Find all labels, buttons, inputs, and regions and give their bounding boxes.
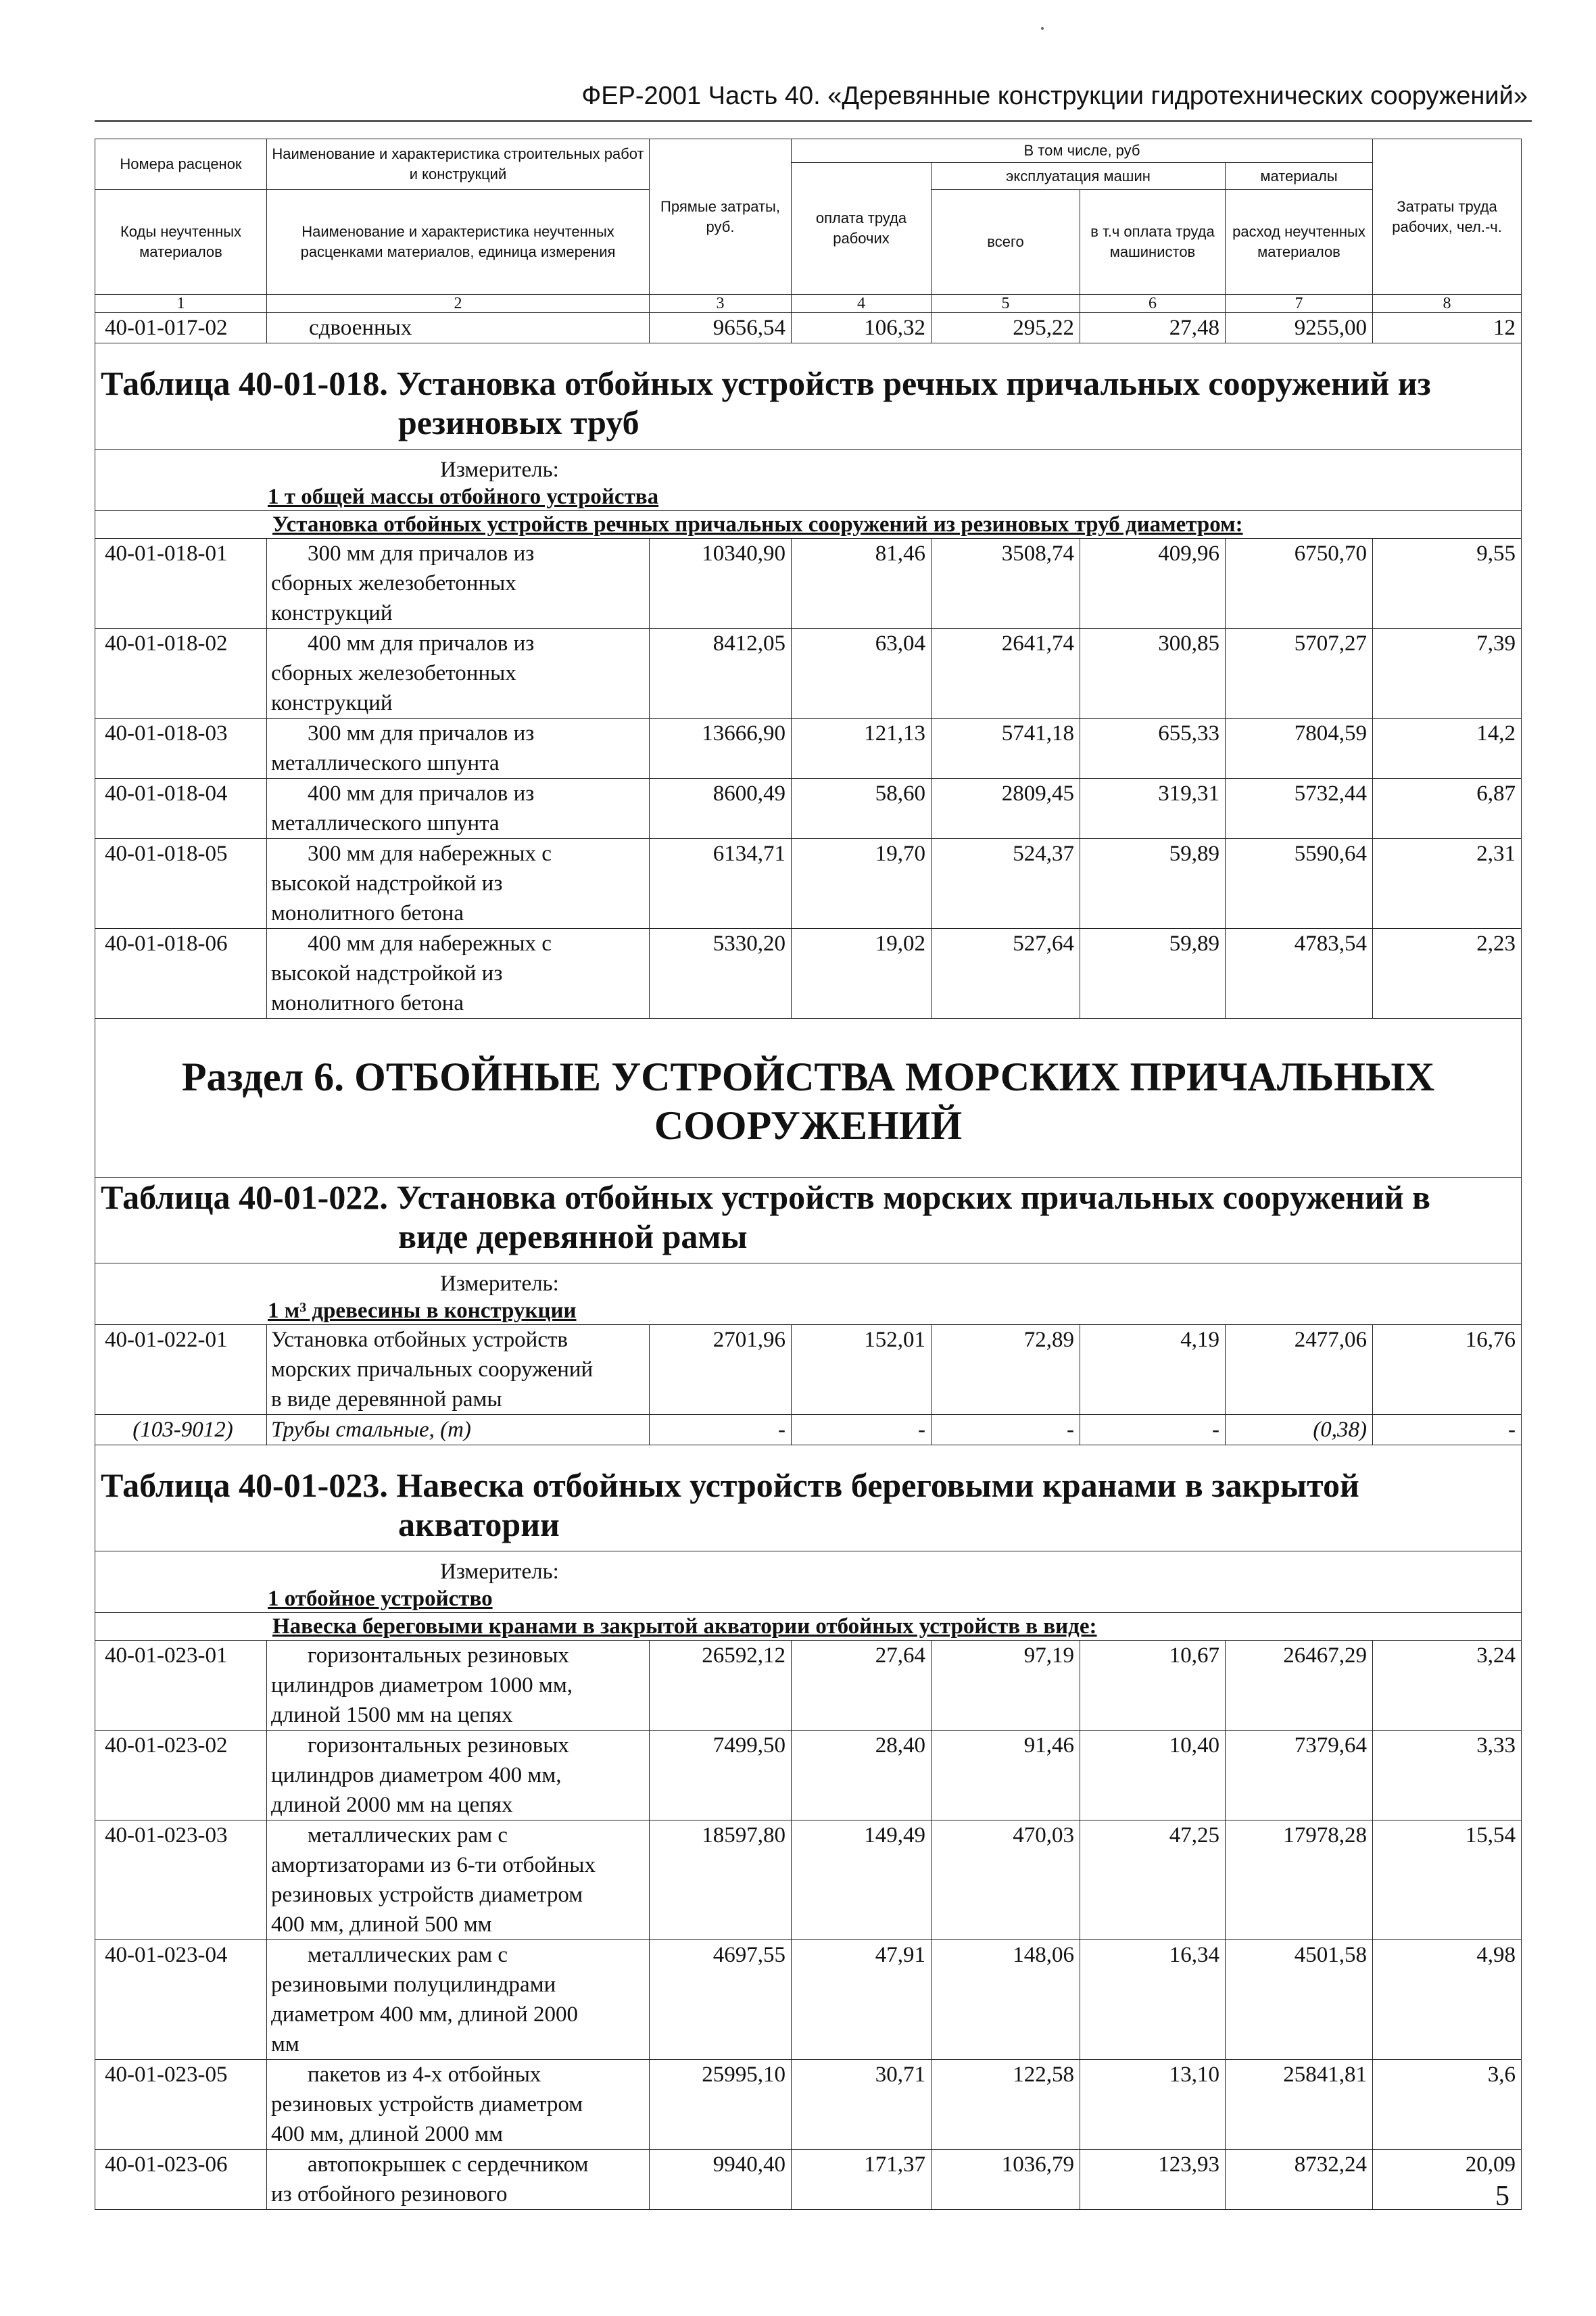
materials: 9255,00 [1226, 313, 1373, 343]
rate-name-line: морских причальных сооружений [271, 1357, 594, 1382]
rate-name-line: 300 мм для набережных с [308, 842, 552, 866]
labor: 6,87 [1373, 779, 1522, 839]
labor: - [1373, 1415, 1522, 1445]
table-row [95, 539, 1522, 629]
table-row [95, 779, 1522, 839]
machines-total: 91,46 [932, 1731, 1080, 1820]
machines-wage: 319,31 [1080, 779, 1226, 839]
table-022-meter [95, 1263, 1522, 1325]
col-8-header: Затраты труда рабочих, чел.-ч. [1373, 139, 1522, 295]
meter-value: 1 отбойное устройство [268, 1587, 493, 1611]
rate-code: 40-01-018-04 [95, 779, 267, 839]
material-name: Трубы стальные, (т) [267, 1415, 650, 1445]
table-row [95, 929, 1522, 1019]
table-row [95, 1641, 1522, 1731]
rate-name-line: резиновых устройств диаметром [271, 1883, 583, 1907]
wage: 30,71 [792, 2060, 932, 2150]
section-6-heading-cell [95, 1019, 1522, 1178]
table-022-title-line-1: Таблица 40-01-022. Установка отбойных устройств морских причальных сооружений в [101, 1178, 1431, 1216]
rate-code: 40-01-023-02 [95, 1731, 267, 1820]
wage: 27,64 [792, 1641, 932, 1731]
rate-name-line: 400 мм для причалов из [308, 631, 535, 656]
labor: 9,55 [1373, 539, 1522, 629]
materials: (0,38) [1226, 1415, 1373, 1445]
rate-name-line: высокой надстройкой из [271, 961, 503, 986]
direct-cost: 18597,80 [650, 1820, 792, 1940]
rate-name-line: Установка отбойных устройств [271, 1328, 568, 1352]
rate-name [267, 2060, 650, 2150]
rate-name-line: цилиндров диаметром 1000 мм, [271, 1673, 573, 1697]
direct-cost: 10340,90 [650, 539, 792, 629]
table-row [95, 2060, 1522, 2150]
rate-name-line: 300 мм для причалов из [308, 721, 535, 746]
table-022-title [95, 1178, 1522, 1263]
rate-name-line: монолитного бетона [271, 991, 464, 1015]
machines-total: 524,37 [932, 839, 1080, 929]
machines-total: 148,06 [932, 1940, 1080, 2060]
rate-name-line: резиновых устройств диаметром [271, 2092, 583, 2117]
col-7-header: расход неучтенных материалов [1226, 190, 1373, 295]
wage: 19,02 [792, 929, 932, 1019]
labor: 15,54 [1373, 1820, 1522, 1940]
table-022-meter-cell [95, 1263, 1522, 1325]
wage: 171,37 [792, 2150, 932, 2210]
table-018-meter [95, 450, 1522, 511]
table-row [95, 1731, 1522, 1820]
materials-header: материалы [1226, 163, 1373, 190]
labor: 20,09 [1373, 2150, 1522, 2210]
machines-total: - [932, 1415, 1080, 1445]
labor: 3,24 [1373, 1641, 1522, 1731]
rate-name-line: амортизаторами из 6-ти отбойных [271, 1853, 596, 1877]
rate-name [267, 1820, 650, 1940]
rate-name-line: из отбойного резинового [271, 2182, 508, 2206]
machines-header: эксплуатация машин [932, 163, 1226, 190]
table-018-title-line-1: Таблица 40-01-018. Установка отбойных устройств речных причальных сооружений из [101, 364, 1431, 402]
col-6-header: в т.ч оплата труда машинистов [1080, 190, 1226, 295]
rate-name-line: мм [271, 2032, 299, 2056]
meter-label: Измеритель: [440, 1272, 559, 1296]
wage: 58,60 [792, 779, 932, 839]
table-row [95, 1325, 1522, 1415]
rate-code: 40-01-023-01 [95, 1641, 267, 1731]
rate-name [267, 719, 650, 779]
direct-cost: 9656,54 [650, 313, 792, 343]
materials: 7379,64 [1226, 1731, 1373, 1820]
labor: 14,2 [1373, 719, 1522, 779]
rate-code: 40-01-023-04 [95, 1940, 267, 2060]
materials: 6750,70 [1226, 539, 1373, 629]
direct-cost: 6134,71 [650, 839, 792, 929]
table-018-title-cell [95, 343, 1522, 450]
table-023-subhead-cell: Навеска береговыми кранами в закрытой акватории отбойных устройств в виде: [95, 1613, 1522, 1641]
column-numbers-row [95, 295, 1522, 313]
machines-total: 122,58 [932, 2060, 1080, 2150]
machines-wage: 47,25 [1080, 1820, 1226, 1940]
rate-name-line: длиной 1500 мм на цепях [271, 1703, 513, 1727]
rate-name [267, 629, 650, 719]
rate-name-line: сборных железобетонных [271, 571, 516, 596]
header-row-1 [95, 139, 1522, 163]
col-2-top: Наименование и характеристика строительных работ и конструкций [267, 139, 650, 190]
rate-name-line: 400 мм для набережных с [308, 932, 552, 956]
materials: 4783,54 [1226, 929, 1373, 1019]
rate-name-line: металлического шпунта [271, 811, 500, 836]
wage: - [792, 1415, 932, 1445]
group-header: В том числе, руб [792, 139, 1373, 163]
section-6-line-1: Раздел 6. ОТБОЙНЫЕ УСТРОЙСТВА МОРСКИХ ПРИЧАЛЬНЫХ [181, 1055, 1435, 1099]
rate-name-line: цилиндров диаметром 400 мм, [271, 1763, 562, 1787]
wage: 63,04 [792, 629, 932, 719]
rate-code: 40-01-018-06 [95, 929, 267, 1019]
machines-total: 470,03 [932, 1820, 1080, 1940]
wage: 152,01 [792, 1325, 932, 1415]
machines-wage: 409,96 [1080, 539, 1226, 629]
rate-name-line: длиной 2000 мм на цепях [271, 1793, 513, 1817]
material-code: (103-9012) [95, 1415, 267, 1445]
meter-value: 1 м³ древесины в конструкции [268, 1299, 577, 1323]
machines-wage: 300,85 [1080, 629, 1226, 719]
section-6-heading [95, 1019, 1522, 1178]
rate-name-line: 400 мм для причалов из [308, 781, 535, 806]
materials: 25841,81 [1226, 2060, 1373, 2150]
rate-name [267, 1731, 650, 1820]
labor: 16,76 [1373, 1325, 1522, 1415]
rate-name-line: 400 мм, длиной 500 мм [271, 1912, 492, 1937]
page-number: 5 [1495, 2181, 1509, 2212]
rate-name [267, 539, 650, 629]
rate-name [267, 1325, 650, 1415]
direct-cost: 26592,12 [650, 1641, 792, 1731]
machines-total: 97,19 [932, 1641, 1080, 1731]
table-row [95, 1940, 1522, 2060]
rate-name-line: монолитного бетона [271, 901, 464, 925]
materials: 26467,29 [1226, 1641, 1373, 1731]
rate-name-line: горизонтальных резиновых [308, 1733, 569, 1758]
rate-code: 40-01-023-03 [95, 1820, 267, 1940]
direct-cost: 9940,40 [650, 2150, 792, 2210]
table-row [95, 1820, 1522, 1940]
rate-name-line: высокой надстройкой из [271, 871, 503, 896]
col-5-header: всего [932, 190, 1080, 295]
rate-name-line: 300 мм для причалов из [308, 541, 535, 566]
rate-code: 40-01-018-05 [95, 839, 267, 929]
direct-cost: 8412,05 [650, 629, 792, 719]
direct-cost: - [650, 1415, 792, 1445]
wage: 47,91 [792, 1940, 932, 2060]
direct-cost: 2701,96 [650, 1325, 792, 1415]
machines-wage: 16,34 [1080, 1940, 1226, 2060]
rate-name-line: диаметром 400 мм, длиной 2000 [271, 2002, 578, 2027]
rate-code: 40-01-018-02 [95, 629, 267, 719]
table-row [95, 839, 1522, 929]
labor: 3,6 [1373, 2060, 1522, 2150]
rate-name-line: сборных железобетонных [271, 661, 516, 685]
section-6-line-2: СООРУЖЕНИЙ [654, 1103, 963, 1148]
table-018-subhead [95, 511, 1522, 539]
rate-name-line: автопокрышек с сердечником [308, 2152, 589, 2177]
materials: 5590,64 [1226, 839, 1373, 929]
rate-name-line: металлических рам с [308, 1823, 508, 1848]
page-header-title: ФЕР-2001 Часть 40. «Деревянные конструкции гидротехнических сооружений» [581, 82, 1528, 110]
table-row [95, 313, 1522, 343]
rates-table [95, 139, 1522, 2210]
page-header [95, 76, 1532, 122]
colnum-6: 6 [1080, 295, 1226, 313]
machines-wage: 59,89 [1080, 839, 1226, 929]
wage: 28,40 [792, 1731, 932, 1820]
rate-name [267, 1641, 650, 1731]
labor: 3,33 [1373, 1731, 1522, 1820]
materials: 5732,44 [1226, 779, 1373, 839]
machines-total: 72,89 [932, 1325, 1080, 1415]
labor: 7,39 [1373, 629, 1522, 719]
rate-name-line: резиновыми полуцилиндрами [271, 1973, 556, 1997]
rate-name-line: 400 мм, длиной 2000 мм [271, 2122, 504, 2146]
rate-name [267, 1940, 650, 2060]
rate-name [267, 929, 650, 1019]
materials: 8732,24 [1226, 2150, 1373, 2210]
direct-cost: 4697,55 [650, 1940, 792, 2060]
labor: 4,98 [1373, 1940, 1522, 2060]
colnum-8: 8 [1373, 295, 1522, 313]
labor: 12 [1373, 313, 1522, 343]
rate-name-line: пакетов из 4-х отбойных [308, 2062, 541, 2087]
table-022-title-cell [95, 1178, 1522, 1263]
wage: 149,49 [792, 1820, 932, 1940]
meter-label: Измеритель: [440, 1560, 559, 1584]
table-row [95, 2150, 1522, 2210]
materials: 2477,06 [1226, 1325, 1373, 1415]
table-018-title [95, 343, 1522, 450]
machines-wage: 13,10 [1080, 2060, 1226, 2150]
rate-name-line: сдвоенных [309, 316, 412, 340]
colnum-5: 5 [932, 295, 1080, 313]
colnum-2: 2 [267, 295, 650, 313]
col-4-header: оплата труда рабочих [792, 163, 932, 295]
table-023-title-line-1: Таблица 40-01-023. Навеска отбойных устройств береговыми кранами в закрытой [101, 1466, 1359, 1504]
col-1-bottom: Коды неучтенных материалов [95, 190, 267, 295]
meter-label: Измеритель: [440, 458, 559, 482]
colnum-4: 4 [792, 295, 932, 313]
table-023-title-line-2: акватории [398, 1505, 560, 1543]
materials: 5707,27 [1226, 629, 1373, 719]
table-018-title-line-2: резиновых труб [398, 404, 639, 441]
rate-name [267, 313, 650, 343]
rate-name [267, 779, 650, 839]
colnum-1: 1 [95, 295, 267, 313]
rate-code: 40-01-017-02 [95, 313, 267, 343]
machines-wage: 4,19 [1080, 1325, 1226, 1415]
col-3-header: Прямые затраты, руб. [650, 139, 792, 295]
table-row [95, 629, 1522, 719]
table-023-subhead [95, 1613, 1522, 1641]
scan-dot [1041, 27, 1044, 30]
table-023-meter [95, 1551, 1522, 1613]
table-018-subhead-cell: Установка отбойных устройств речных причальных сооружений из резиновых труб диаметром: [95, 511, 1522, 539]
materials: 17978,28 [1226, 1820, 1373, 1940]
direct-cost: 25995,10 [650, 2060, 792, 2150]
table-023-title [95, 1445, 1522, 1551]
machines-total: 1036,79 [932, 2150, 1080, 2210]
table-023-title-cell [95, 1445, 1522, 1551]
machines-total: 527,64 [932, 929, 1080, 1019]
wage: 81,46 [792, 539, 932, 629]
material-row [95, 1415, 1522, 1445]
table-row [95, 719, 1522, 779]
rate-name-line: горизонтальных резиновых [308, 1643, 569, 1668]
direct-cost: 5330,20 [650, 929, 792, 1019]
machines-wage: 655,33 [1080, 719, 1226, 779]
col-2-bottom: Наименование и характеристика неучтенных расценками материалов, единица измерения [267, 190, 650, 295]
machines-total: 2809,45 [932, 779, 1080, 839]
materials: 7804,59 [1226, 719, 1373, 779]
labor: 2,23 [1373, 929, 1522, 1019]
rate-name-line: в виде деревянной рамы [271, 1387, 502, 1412]
machines-total: 3508,74 [932, 539, 1080, 629]
materials: 4501,58 [1226, 1940, 1373, 2060]
rate-name-line: конструкций [271, 691, 393, 715]
meter-value: 1 т общей массы отбойного устройства [268, 485, 659, 509]
machines-wage: 10,40 [1080, 1731, 1226, 1820]
rate-code: 40-01-022-01 [95, 1325, 267, 1415]
machines-wage: 59,89 [1080, 929, 1226, 1019]
colnum-7: 7 [1226, 295, 1373, 313]
rate-code: 40-01-023-05 [95, 2060, 267, 2150]
table-018-meter-cell [95, 450, 1522, 511]
table-023-meter-cell [95, 1551, 1522, 1613]
machines-wage: 10,67 [1080, 1641, 1226, 1731]
rate-name-line: металлических рам с [308, 1943, 508, 1967]
wage: 19,70 [792, 839, 932, 929]
direct-cost: 7499,50 [650, 1731, 792, 1820]
rate-name-line: конструкций [271, 601, 393, 625]
rate-name-line: металлического шпунта [271, 751, 500, 775]
wage: 106,32 [792, 313, 932, 343]
machines-total: 5741,18 [932, 719, 1080, 779]
table-022-title-line-2: виде деревянной рамы [398, 1217, 748, 1255]
machines-wage: 123,93 [1080, 2150, 1226, 2210]
direct-cost: 13666,90 [650, 719, 792, 779]
colnum-3: 3 [650, 295, 792, 313]
machines-total: 295,22 [932, 313, 1080, 343]
labor: 2,31 [1373, 839, 1522, 929]
rate-name [267, 839, 650, 929]
rate-name [267, 2150, 650, 2210]
rate-code: 40-01-018-01 [95, 539, 267, 629]
machines-wage: - [1080, 1415, 1226, 1445]
wage: 121,13 [792, 719, 932, 779]
direct-cost: 8600,49 [650, 779, 792, 839]
machines-wage: 27,48 [1080, 313, 1226, 343]
col-1-top: Номера расценок [95, 139, 267, 190]
rate-code: 40-01-023-06 [95, 2150, 267, 2210]
machines-total: 2641,74 [932, 629, 1080, 719]
rate-code: 40-01-018-03 [95, 719, 267, 779]
